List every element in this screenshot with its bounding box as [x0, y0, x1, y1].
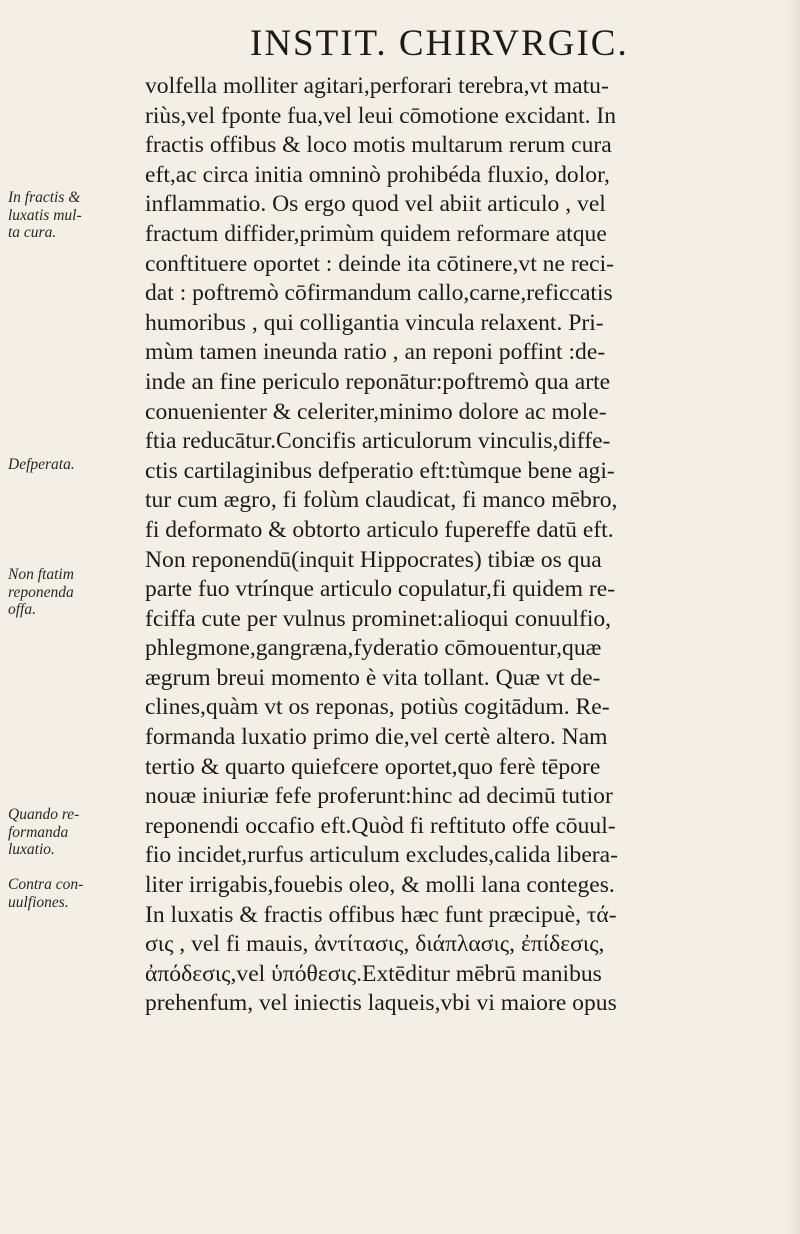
- main-text-block: [145, 72, 785, 1019]
- marginal-note-line: formanda: [8, 823, 69, 841]
- marginal-note-line: ta cura.: [8, 224, 57, 241]
- text-line: In luxatis & fractis offibus hæc funt præcipuè, τά-: [145, 901, 617, 928]
- text-line: fciffa cute per vulnus prominet:alioqui conuulfio,: [145, 605, 612, 632]
- text-line: ctis cartilaginibus defperatio eft:tùmque bene agi-: [145, 457, 615, 484]
- text-line: formanda luxatio primo die,vel certè altero. Nam: [145, 724, 608, 751]
- marginal-note-quando-reformanda: [8, 806, 133, 859]
- text-line: riùs,vel fponte fua,vel leui cōmotione excidant. In: [145, 102, 617, 129]
- running-header: INSTIT. CHIRVRGIC.: [250, 23, 629, 64]
- text-line: fio incidet,rurfus articulum excludes,calida libera-: [145, 842, 618, 869]
- marginal-note-line: Contra con-: [8, 876, 84, 893]
- marginal-note-line: Quando re-: [8, 806, 80, 823]
- text-line: conftituere oportet : deinde ita cōtinere,vt ne reci-: [145, 250, 615, 277]
- text-line: phlegmone,gangræna,fyderatio cōmouentur,quæ: [145, 635, 602, 662]
- text-line: nouæ iniuriæ fefe proferunt:hinc ad decimū tutior: [145, 783, 613, 810]
- marginal-note-non-statim: [8, 566, 133, 619]
- text-line: ftia reducātur.Concifis articulorum vinculis,diffe-: [145, 428, 611, 455]
- marginal-note-desperata: [8, 456, 133, 474]
- text-line: inde an fine periculo reponātur:poftremò qua arte: [145, 368, 611, 395]
- text-line: fractum diffider,primùm quidem reformare atque: [145, 220, 607, 247]
- text-line: fi deformato & obtorto articulo fupereffe datū eft.: [145, 516, 614, 543]
- text-line: tertio & quarto quiefcere oportet,quo ferè tēpore: [145, 753, 601, 780]
- text-line: ἀπόδεσις,vel ὑπόθεσις.Extēditur mēbrū manibus: [145, 960, 602, 987]
- text-line: inflammatio. Os ergo quod vel abiit articulo , vel: [145, 191, 606, 218]
- text-line: tur cum ægro, fi folùm claudicat, fi manco mēbro,: [145, 487, 618, 514]
- text-line: Non reponendū(inquit Hippocrates) tibiæ os qua: [145, 546, 602, 573]
- text-line: dat : poftremò cōfirmandum callo,carne,reficcatis: [145, 280, 613, 307]
- text-line: volfella molliter agitari,perforari terebra,vt matu-: [145, 73, 609, 99]
- text-line: prehenfum, vel iniectis laqueis,vbi vi maiore opus: [145, 990, 617, 1017]
- marginal-note-line: Non ftatim: [8, 566, 74, 583]
- text-line: parte fuo vtrínque articulo copulatur,fi quidem re-: [145, 576, 616, 603]
- text-line: mùm tamen ineunda ratio , an reponi poffint :de-: [145, 339, 606, 366]
- marginal-note-contra-convulsiones: [8, 876, 133, 911]
- marginal-note-line: luxatio.: [8, 841, 55, 858]
- text-line: clines,quàm vt os reponas, potiùs cogitādum. Re-: [145, 694, 610, 721]
- marginal-note-in-fractis: [8, 189, 133, 242]
- marginal-note-line: luxatis mul-: [8, 206, 82, 224]
- text-line: eft,ac circa initia omninò prohibéda fluxio, dolor,: [145, 161, 610, 188]
- text-line: σις , vel fi mauis, ἀντίτασις, διάπλασις, ἐπίδεσις,: [145, 931, 605, 958]
- marginal-note-line: reponenda: [8, 583, 74, 601]
- text-line: humoribus , qui colligantia vincula relaxent. Pri-: [145, 309, 604, 336]
- marginal-note-line: Defperata.: [8, 456, 75, 473]
- text-line: ægrum breui momento è vita tollant. Quæ vt de-: [145, 664, 601, 691]
- text-line: conuenienter & celeriter,minimo dolore ac mole-: [145, 398, 607, 425]
- marginal-note-line: offa.: [8, 601, 36, 618]
- text-line: liter irrigabis,fouebis oleo, & molli lana conteges.: [145, 872, 615, 899]
- marginal-note-line: uulfiones.: [8, 893, 69, 911]
- text-line: fractis offibus & loco motis multarum rerum cura: [145, 132, 612, 159]
- page-edge-shadow: [786, 0, 800, 1234]
- text-line: reponendi occafio eft.Quòd fi reftituto offe cōuul-: [145, 812, 616, 839]
- marginal-note-line: In fractis &: [8, 189, 81, 206]
